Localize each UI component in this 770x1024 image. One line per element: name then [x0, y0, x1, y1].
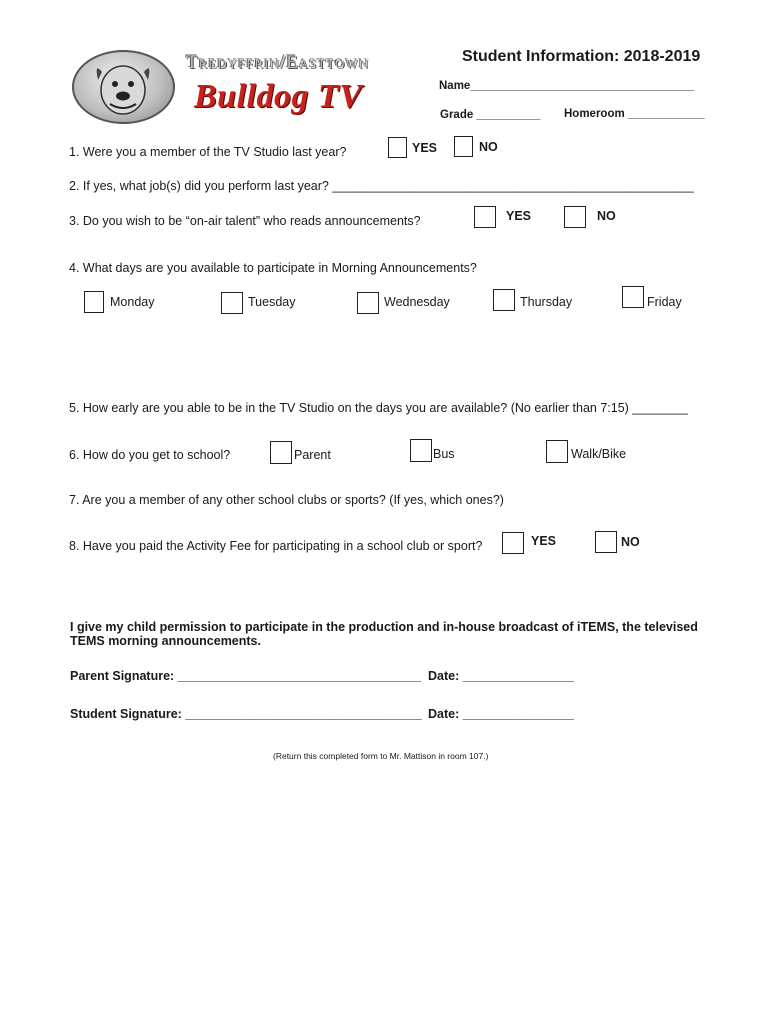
day-wednesday-label: Wednesday	[384, 295, 450, 309]
return-instructions: (Return this completed form to Mr. Mattison in room 107.)	[273, 751, 489, 761]
transport-bus-checkbox[interactable]	[410, 439, 432, 462]
day-monday-label: Monday	[110, 295, 155, 309]
question-8: 8. Have you paid the Activity Fee for participating in a school club or sport?	[69, 539, 483, 553]
day-friday-label: Friday	[647, 295, 682, 309]
day-thursday-checkbox[interactable]	[493, 289, 515, 311]
transport-walk-bike-label: Walk/Bike	[571, 447, 627, 461]
question-7: 7. Are you a member of any other school clubs or sports? (If yes, which ones?)	[69, 493, 504, 507]
q8-yes-label: YES	[531, 534, 557, 548]
q1-no-checkbox[interactable]	[454, 136, 473, 157]
day-monday-checkbox[interactable]	[84, 291, 104, 313]
q3-no-checkbox[interactable]	[564, 206, 586, 228]
parent-signature-field[interactable]: Parent Signature: ___________________________________	[70, 669, 421, 683]
permission-statement-line1: I give my child permission to participate in the production and in-house broadcast of iTEMS, the televised	[70, 620, 698, 634]
question-5[interactable]: 5. How early are you able to be in the TV Studio on the days you are available? (No earlier than 7:15) ________	[69, 401, 688, 415]
question-6: 6. How do you get to school?	[69, 448, 231, 462]
student-signature-field[interactable]: Student Signature: __________________________________	[70, 707, 422, 721]
question-1: 1. Were you a member of the TV Studio last year?	[69, 145, 347, 159]
day-friday-checkbox[interactable]	[622, 286, 644, 308]
q8-no-label: NO	[621, 535, 640, 549]
q3-no-label: NO	[597, 209, 616, 223]
logo-brand-name: Bulldog TV	[194, 78, 363, 115]
q3-yes-label: YES	[506, 209, 532, 223]
transport-walk-bike-checkbox[interactable]	[546, 440, 568, 463]
homeroom-field[interactable]: Homeroom ____________	[564, 108, 705, 120]
day-tuesday-label: Tuesday	[248, 295, 296, 309]
form-title: Student Information: 2018-2019	[462, 48, 701, 65]
question-4: 4. What days are you available to participate in Morning Announcements?	[69, 261, 477, 275]
name-field[interactable]: Name___________________________________	[439, 80, 695, 92]
logo-school-name: Tredyffrin/Easttown	[186, 52, 370, 73]
transport-parent-checkbox[interactable]	[270, 441, 292, 464]
question-3: 3. Do you wish to be “on-air talent” who reads announcements?	[69, 214, 421, 228]
grade-field[interactable]: Grade __________	[440, 109, 541, 121]
q1-yes-label: YES	[412, 141, 438, 155]
parent-date-field[interactable]: Date: ________________	[428, 669, 574, 683]
day-tuesday-checkbox[interactable]	[221, 292, 243, 314]
q1-no-label: NO	[479, 140, 498, 154]
q1-yes-checkbox[interactable]	[388, 137, 407, 158]
permission-statement-line2: TEMS morning announcements.	[70, 634, 261, 648]
bulldog-mascot-icon	[72, 50, 175, 124]
q3-yes-checkbox[interactable]	[474, 206, 496, 228]
day-wednesday-checkbox[interactable]	[357, 292, 379, 314]
student-date-field[interactable]: Date: ________________	[428, 707, 574, 721]
day-thursday-label: Thursday	[520, 295, 573, 309]
transport-bus-label: Bus	[433, 447, 455, 461]
q8-no-checkbox[interactable]	[595, 531, 617, 553]
question-2[interactable]: 2. If yes, what job(s) did you perform last year? ____________________________________________________	[69, 179, 694, 193]
transport-parent-label: Parent	[294, 448, 331, 462]
q8-yes-checkbox[interactable]	[502, 532, 524, 554]
